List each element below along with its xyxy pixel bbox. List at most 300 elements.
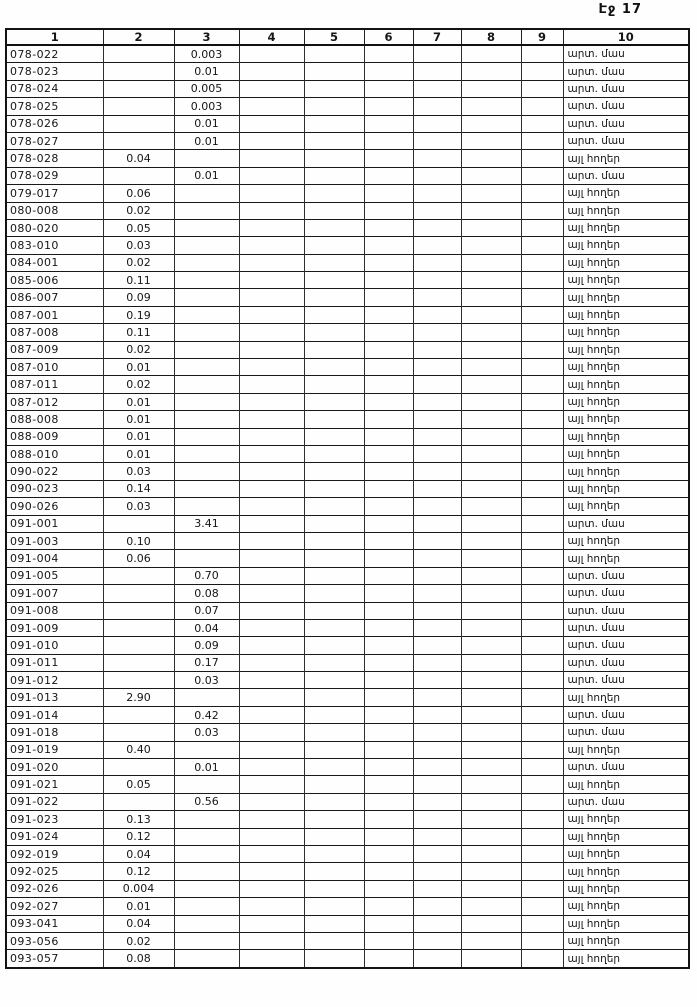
value-cell [364,45,413,63]
parcel-code-cell: 091-001 [6,515,103,532]
land-category-cell: արտ. մաս [563,793,689,810]
value-cell [521,654,563,671]
table-row [6,237,689,254]
value-cell [239,463,304,480]
land-category-cell: այլ հողեր [563,219,689,236]
table-row [6,532,689,549]
value-cell [174,289,239,306]
value-cell [239,341,304,358]
value-cell [461,654,521,671]
land-category-cell: այլ հողեր [563,811,689,828]
value-cell [461,776,521,793]
value-cell [461,602,521,619]
value-cell: 0.42 [174,706,239,723]
value-cell [521,845,563,862]
value-cell [461,341,521,358]
table-row [6,706,689,723]
value-cell [364,950,413,968]
value-cell [304,654,364,671]
value-cell: 0.01 [174,132,239,149]
parcel-code-cell: 078-024 [6,80,103,97]
parcel-code-cell: 087-001 [6,306,103,323]
value-cell: 0.01 [174,759,239,776]
value-cell [461,167,521,184]
value-cell [304,45,364,63]
value-cell: 0.12 [103,828,174,845]
value-cell [364,932,413,949]
value-cell [174,185,239,202]
value-cell [521,811,563,828]
value-cell [174,428,239,445]
value-cell [239,393,304,410]
parcel-code-cell: 092-026 [6,880,103,897]
value-cell: 3.41 [174,515,239,532]
value-cell [304,80,364,97]
parcel-code-cell: 091-022 [6,793,103,810]
value-cell [174,272,239,289]
value-cell [239,950,304,968]
value-cell [304,289,364,306]
value-cell [304,619,364,636]
value-cell [304,898,364,915]
value-cell [461,689,521,706]
land-category-cell: այլ հողեր [563,932,689,949]
table-row [6,411,689,428]
value-cell [239,80,304,97]
value-cell [521,150,563,167]
value-cell: 0.12 [103,863,174,880]
value-cell [413,602,461,619]
value-cell [364,602,413,619]
value-cell [461,672,521,689]
value-cell [239,98,304,115]
parcel-code-cell: 088-010 [6,445,103,462]
table-row [6,689,689,706]
table-row [6,845,689,862]
land-category-cell: այլ հողեր [563,445,689,462]
value-cell [364,880,413,897]
table-row [6,202,689,219]
parcel-code-cell: 087-010 [6,359,103,376]
value-cell [461,863,521,880]
value-cell [364,498,413,515]
value-cell [413,341,461,358]
value-cell [461,759,521,776]
value-cell: 0.09 [174,637,239,654]
value-cell [239,932,304,949]
value-cell [364,793,413,810]
value-cell [304,863,364,880]
value-cell [521,880,563,897]
value-cell [239,706,304,723]
parcel-code-cell: 091-019 [6,741,103,758]
value-cell [521,45,563,63]
value-cell [239,776,304,793]
value-cell [413,445,461,462]
value-cell: 0.14 [103,480,174,497]
land-category-cell: այլ հողեր [563,463,689,480]
parcel-code-cell: 078-026 [6,115,103,132]
value-cell [364,324,413,341]
table-row [6,654,689,671]
land-category-cell: արտ. մաս [563,637,689,654]
value-cell [413,515,461,532]
value-cell [304,272,364,289]
parcel-code-cell: 087-012 [6,393,103,410]
value-cell [239,619,304,636]
parcel-code-cell: 084-001 [6,254,103,271]
value-cell [304,150,364,167]
value-cell [103,45,174,63]
value-cell [413,915,461,932]
value-cell [239,376,304,393]
value-cell [364,202,413,219]
value-cell: 0.02 [103,202,174,219]
parcel-code-cell: 085-006 [6,272,103,289]
land-category-cell: այլ հողեր [563,185,689,202]
value-cell [174,811,239,828]
value-cell [174,741,239,758]
value-cell [521,532,563,549]
value-cell [174,880,239,897]
value-cell [461,898,521,915]
table-row [6,393,689,410]
value-cell [174,445,239,462]
value-cell [364,637,413,654]
parcel-code-cell: 090-026 [6,498,103,515]
value-cell [521,202,563,219]
value-cell [239,637,304,654]
value-cell [461,98,521,115]
value-cell [103,724,174,741]
value-cell [521,272,563,289]
value-cell [174,845,239,862]
value-cell [364,428,413,445]
land-category-cell: այլ հողեր [563,828,689,845]
land-category-cell: այլ հողեր [563,550,689,567]
value-cell [304,132,364,149]
value-cell [521,585,563,602]
value-cell [239,863,304,880]
value-cell [461,376,521,393]
value-cell [413,585,461,602]
value-cell [521,932,563,949]
value-cell [364,359,413,376]
value-cell: 0.02 [103,341,174,358]
parcel-code-cell: 091-010 [6,637,103,654]
value-cell [413,741,461,758]
table-row [6,793,689,810]
value-cell [304,706,364,723]
value-cell [304,411,364,428]
table-row [6,480,689,497]
value-cell [103,619,174,636]
land-category-cell: արտ. մաս [563,515,689,532]
value-cell [304,932,364,949]
value-cell [413,254,461,271]
value-cell: 0.11 [103,324,174,341]
value-cell [364,80,413,97]
value-cell: 0.01 [103,359,174,376]
value-cell [461,811,521,828]
value-cell [461,845,521,862]
value-cell [304,254,364,271]
value-cell [239,132,304,149]
value-cell [304,306,364,323]
value-cell [461,532,521,549]
value-cell [239,272,304,289]
value-cell [413,63,461,80]
value-cell: 0.17 [174,654,239,671]
value-cell [521,724,563,741]
column-header: 4 [239,29,304,45]
value-cell [521,915,563,932]
land-category-cell: այլ հողեր [563,289,689,306]
value-cell [461,932,521,949]
value-cell [304,637,364,654]
value-cell [521,793,563,810]
value-cell [174,376,239,393]
table-row [6,515,689,532]
value-cell [304,880,364,897]
value-cell [103,706,174,723]
value-cell [364,463,413,480]
parcel-code-cell: 091-003 [6,532,103,549]
column-header: 8 [461,29,521,45]
value-cell [239,498,304,515]
value-cell [103,80,174,97]
parcel-code-cell: 090-023 [6,480,103,497]
value-cell [239,359,304,376]
value-cell [364,672,413,689]
value-cell [304,115,364,132]
value-cell [304,567,364,584]
table-row [6,63,689,80]
value-cell [304,98,364,115]
value-cell [521,254,563,271]
value-cell [304,63,364,80]
land-category-cell: այլ հողեր [563,863,689,880]
land-category-cell: այլ հողեր [563,272,689,289]
parcel-code-cell: 078-029 [6,167,103,184]
value-cell [521,289,563,306]
value-cell [239,324,304,341]
value-cell [239,515,304,532]
value-cell: 0.01 [103,898,174,915]
parcel-code-cell: 078-027 [6,132,103,149]
value-cell [413,428,461,445]
parcel-code-cell: 091-014 [6,706,103,723]
value-cell [521,63,563,80]
value-cell [413,324,461,341]
value-cell [364,585,413,602]
table-row [6,306,689,323]
value-cell: 0.03 [103,237,174,254]
value-cell: 0.01 [103,428,174,445]
value-cell [103,567,174,584]
land-category-cell: այլ հողեր [563,324,689,341]
land-category-cell: այլ հողեր [563,480,689,497]
value-cell [239,759,304,776]
column-header: 2 [103,29,174,45]
value-cell [239,237,304,254]
value-cell [521,706,563,723]
value-cell [413,463,461,480]
table-row [6,359,689,376]
value-cell: 0.04 [103,915,174,932]
value-cell [461,724,521,741]
value-cell [461,45,521,63]
value-cell [413,132,461,149]
value-cell [521,776,563,793]
value-cell [521,80,563,97]
table-row [6,880,689,897]
land-category-cell: արտ. մաս [563,63,689,80]
value-cell [103,672,174,689]
value-cell [521,515,563,532]
table-row [6,115,689,132]
value-cell: 0.003 [174,45,239,63]
value-cell [364,341,413,358]
column-header: 6 [364,29,413,45]
value-cell [413,637,461,654]
value-cell [461,393,521,410]
value-cell [413,793,461,810]
value-cell: 0.003 [174,98,239,115]
value-cell [364,411,413,428]
parcel-code-cell: 093-057 [6,950,103,968]
parcel-code-cell: 092-025 [6,863,103,880]
value-cell [174,341,239,358]
value-cell: 0.08 [174,585,239,602]
value-cell [304,202,364,219]
table-row [6,672,689,689]
parcel-code-cell: 091-012 [6,672,103,689]
value-cell [239,445,304,462]
value-cell [461,219,521,236]
table-body [6,45,689,968]
value-cell [239,828,304,845]
parcel-code-cell: 090-022 [6,463,103,480]
value-cell [461,741,521,758]
land-category-cell: այլ հողեր [563,428,689,445]
value-cell [461,428,521,445]
value-cell [461,324,521,341]
parcel-code-cell: 078-028 [6,150,103,167]
value-cell [364,480,413,497]
parcel-code-cell: 080-020 [6,219,103,236]
value-cell [174,237,239,254]
parcel-code-cell: 087-009 [6,341,103,358]
value-cell [413,45,461,63]
table-row [6,463,689,480]
value-cell [304,689,364,706]
value-cell: 0.11 [103,272,174,289]
value-cell [521,393,563,410]
value-cell [521,359,563,376]
value-cell: 0.04 [103,845,174,862]
value-cell [413,845,461,862]
parcel-code-cell: 091-023 [6,811,103,828]
table-row [6,915,689,932]
parcel-code-cell: 092-019 [6,845,103,862]
value-cell [521,550,563,567]
parcel-code-cell: 092-027 [6,898,103,915]
value-cell [521,689,563,706]
parcel-code-cell: 091-005 [6,567,103,584]
column-header: 9 [521,29,563,45]
value-cell [364,63,413,80]
value-cell [461,567,521,584]
value-cell [521,463,563,480]
value-cell [364,567,413,584]
value-cell [364,898,413,915]
land-category-cell: այլ հողեր [563,532,689,549]
value-cell [364,724,413,741]
value-cell [304,724,364,741]
value-cell [239,567,304,584]
value-cell: 0.02 [103,932,174,949]
parcel-code-cell: 079-017 [6,185,103,202]
value-cell [461,515,521,532]
value-cell [521,132,563,149]
value-cell [103,602,174,619]
value-cell [103,63,174,80]
value-cell [413,411,461,428]
value-cell [413,289,461,306]
value-cell [239,63,304,80]
value-cell [413,654,461,671]
value-cell [364,915,413,932]
value-cell [413,550,461,567]
parcel-code-cell: 091-021 [6,776,103,793]
value-cell [461,480,521,497]
column-header: 5 [304,29,364,45]
value-cell [521,480,563,497]
value-cell [461,950,521,968]
land-category-cell: արտ. մաս [563,759,689,776]
land-category-cell: այլ հողեր [563,411,689,428]
value-cell [461,289,521,306]
land-category-cell: այլ հողեր [563,880,689,897]
value-cell [521,950,563,968]
value-cell [239,45,304,63]
value-cell [461,585,521,602]
value-cell [461,202,521,219]
value-cell [413,706,461,723]
value-cell [413,480,461,497]
parcel-code-cell: 091-007 [6,585,103,602]
parcel-code-cell: 088-009 [6,428,103,445]
value-cell [304,915,364,932]
land-category-cell: արտ. մաս [563,706,689,723]
value-cell [364,393,413,410]
value-cell [461,80,521,97]
value-cell [461,115,521,132]
value-cell [239,202,304,219]
value-cell [364,863,413,880]
table-row [6,185,689,202]
land-category-cell: այլ հողեր [563,776,689,793]
table-row [6,80,689,97]
value-cell [304,237,364,254]
land-category-cell: այլ հողեր [563,359,689,376]
value-cell [413,202,461,219]
value-cell [413,619,461,636]
value-cell [521,219,563,236]
value-cell [239,898,304,915]
column-header: 3 [174,29,239,45]
